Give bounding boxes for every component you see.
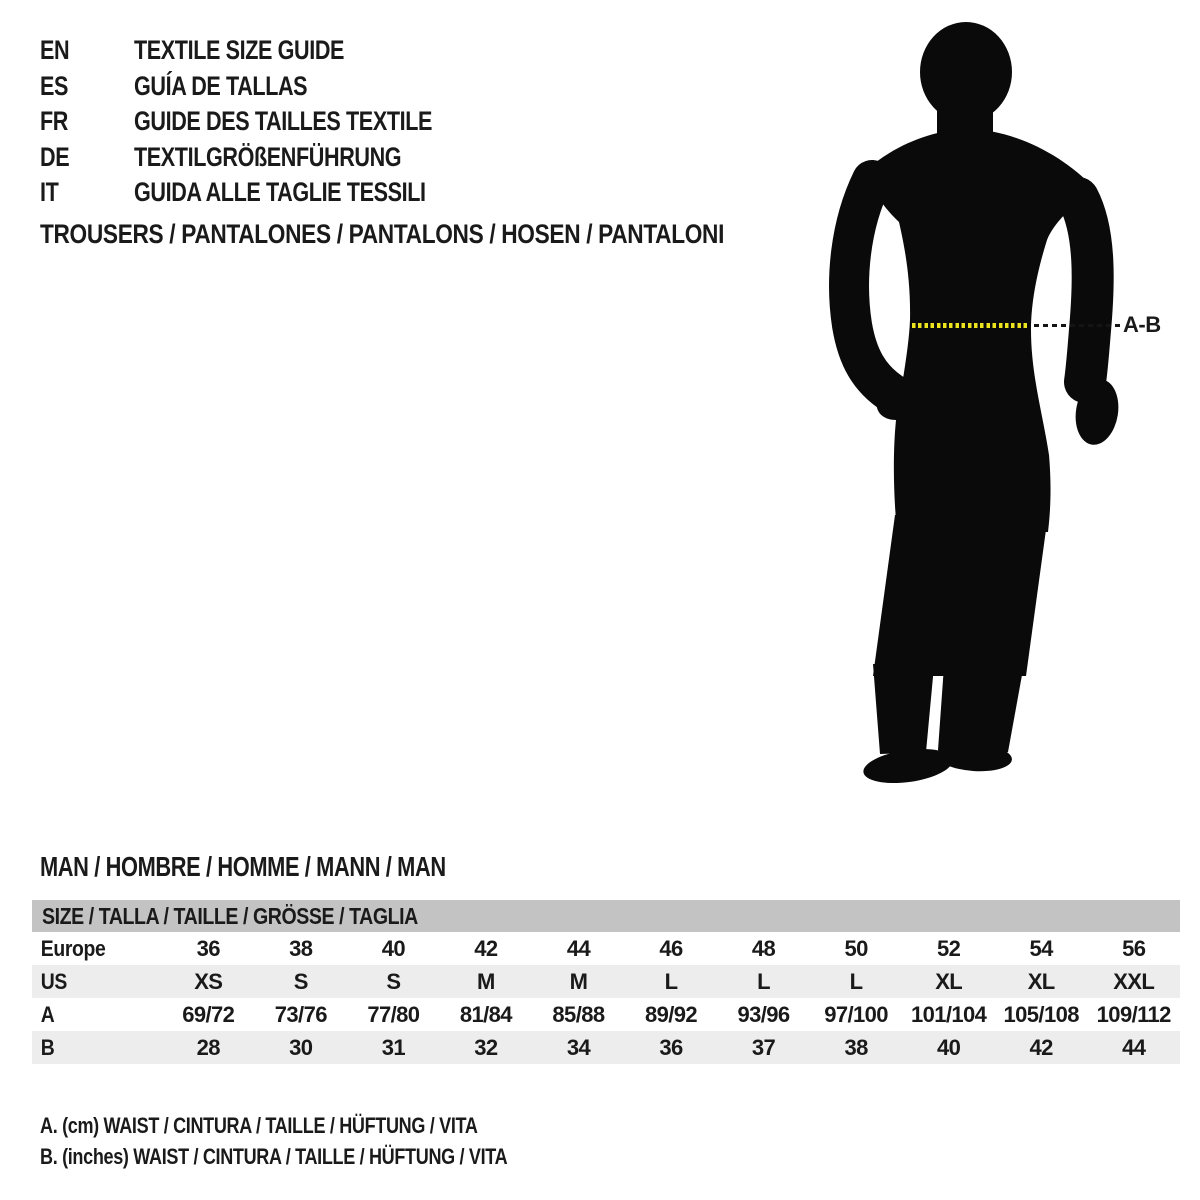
language-code: DE — [40, 141, 70, 172]
language-code: EN — [40, 35, 70, 66]
table-cell: L — [757, 968, 770, 994]
table-cell: 38 — [289, 935, 313, 961]
table-cell: 48 — [751, 935, 776, 961]
table-cell: S — [293, 968, 308, 994]
table-cell: 36 — [196, 935, 220, 961]
table-cell: 101/104 — [910, 1001, 987, 1027]
table-cell: 42 — [474, 935, 498, 961]
size-table — [32, 900, 1180, 1064]
silhouette-right-lower-leg — [938, 664, 1024, 752]
silhouette-right-arm — [1078, 198, 1093, 382]
table-cell: M — [477, 968, 495, 994]
table-row-label: A — [40, 1001, 55, 1027]
table-cell: XXL — [1113, 968, 1155, 994]
footnote-a: A. (cm) WAIST / CINTURA / TAILLE / HÜFTUNG / VITA — [40, 1113, 478, 1138]
table-row — [32, 998, 1180, 1031]
language-title: GUÍA DE TALLAS — [134, 70, 308, 101]
footnotes — [40, 1110, 610, 1172]
language-title: GUIDA ALLE TAGLIE TESSILI — [134, 177, 426, 208]
table-cell: 42 — [1029, 1034, 1053, 1060]
gender-title: MAN / HOMBRE / HOMME / MANN / MAN — [40, 851, 446, 882]
table-cell: 89/92 — [644, 1001, 698, 1027]
table-cell: 69/72 — [182, 1001, 235, 1027]
table-cell: 109/112 — [1096, 1001, 1171, 1027]
table-cell: M — [569, 968, 588, 994]
table-cell: 81/84 — [459, 1001, 512, 1027]
waist-dotted-line-yellow — [912, 323, 1030, 328]
language-title: TEXTILGRÖßENFÜHRUNG — [134, 141, 402, 172]
table-cell: 73/76 — [274, 1001, 327, 1027]
table-cell: S — [386, 968, 401, 994]
table-cell: 54 — [1029, 935, 1053, 961]
silhouette-thighs — [873, 515, 1048, 676]
size-table-header — [32, 900, 1180, 932]
table-cell: L — [849, 968, 863, 994]
table-cell: 38 — [844, 1034, 868, 1060]
footnote-b: B. (inches) WAIST / CINTURA / TAILLE / HÜFTUNG / VITA — [40, 1144, 508, 1169]
table-cell: 31 — [381, 1034, 405, 1060]
language-code: ES — [40, 70, 69, 101]
table-cell: 37 — [751, 1034, 776, 1060]
language-title: GUIDE DES TAILLES TEXTILE — [134, 106, 433, 137]
table-cell: 40 — [937, 1034, 961, 1060]
table-cell: XS — [194, 968, 223, 994]
table-cell: 105/108 — [1003, 1001, 1079, 1027]
table-cell: 34 — [566, 1034, 591, 1060]
table-cell: 32 — [474, 1034, 498, 1060]
language-code: FR — [40, 106, 68, 137]
table-row — [32, 932, 1180, 965]
silhouette-left-lower-leg — [873, 664, 934, 754]
language-code: IT — [40, 177, 59, 208]
table-cell: 97/100 — [824, 1001, 888, 1027]
table-cell: L — [664, 968, 678, 994]
product-title: TROUSERS / PANTALONES / PANTALONS / HOSEN / PANTALONI — [40, 219, 725, 249]
waist-measure-label: A-B — [1123, 312, 1161, 337]
table-cell: 30 — [289, 1034, 313, 1060]
table-cell: 46 — [659, 935, 683, 961]
table-cell: 44 — [1122, 1034, 1146, 1060]
size-table-body — [32, 932, 1180, 1064]
waist-dashed-line-black — [1034, 324, 1122, 327]
table-cell: 85/88 — [552, 1001, 605, 1027]
table-row-label: Europe — [40, 935, 106, 961]
size-table-header-label: SIZE / TALLA / TAILLE / GRÖSSE / TAGLIA — [42, 903, 418, 929]
language-title: TEXTILE SIZE GUIDE — [134, 35, 345, 66]
table-cell: 56 — [1122, 935, 1146, 961]
table-row-label: US — [40, 968, 67, 994]
table-cell: XL — [1027, 968, 1055, 994]
table-cell: 77/80 — [367, 1001, 420, 1027]
table-cell: 93/96 — [737, 1001, 790, 1027]
table-cell: 28 — [196, 1034, 220, 1060]
table-row — [32, 965, 1180, 998]
table-row-label: B — [40, 1034, 55, 1060]
table-cell: 36 — [659, 1034, 683, 1060]
table-cell: 40 — [381, 935, 405, 961]
table-cell: 44 — [566, 935, 591, 961]
table-row — [32, 1031, 1180, 1064]
table-cell: 52 — [937, 935, 961, 961]
table-cell: 50 — [844, 935, 868, 961]
table-cell: XL — [935, 968, 963, 994]
